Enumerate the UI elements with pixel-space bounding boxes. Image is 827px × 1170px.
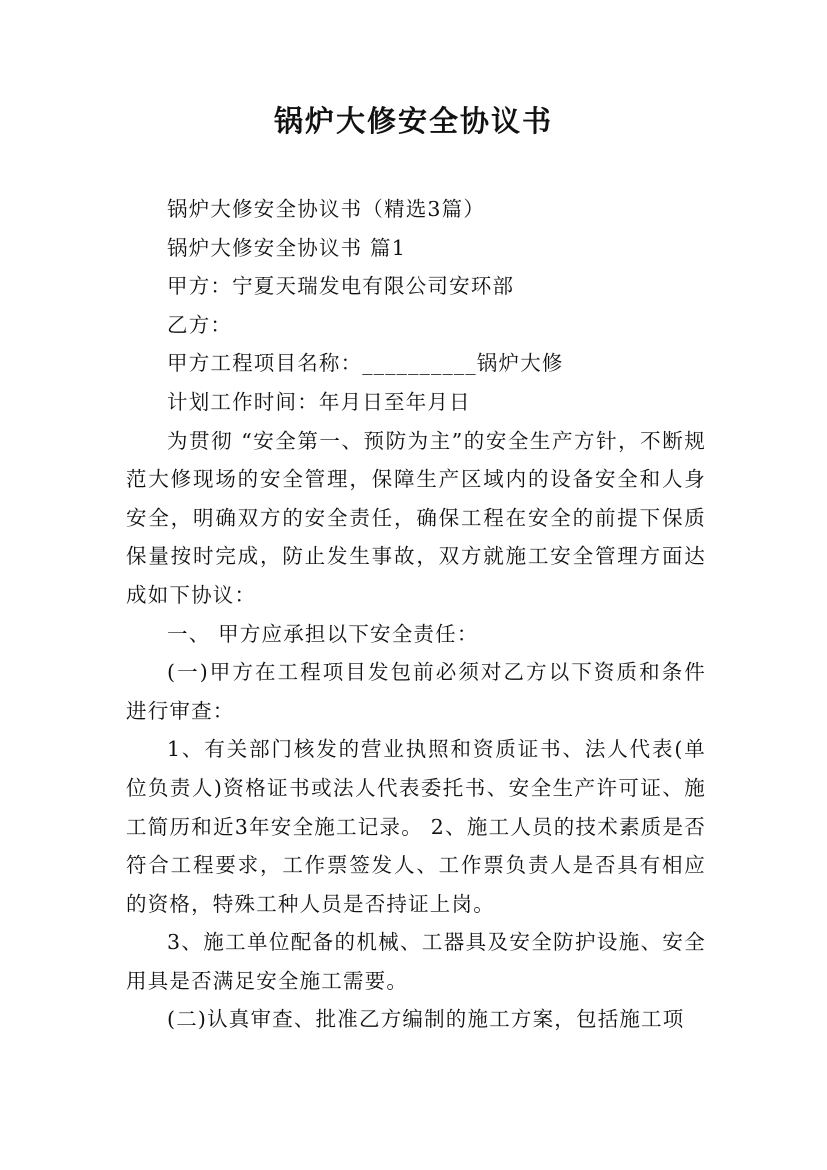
planned-time-line: 计划工作时间：年月日至年月日 <box>167 389 471 414</box>
subtitle-line: 锅炉大修安全协议书（精选3篇） <box>167 197 486 221</box>
clause-1-2-paragraph: (二)认真审查、批准乙方编制的施工方案，包括施工项 <box>167 1007 685 1032</box>
intro-paragraph: 为贯彻 “安全第一、预防为主”的安全生产方针，不断规范大修现场的安全管理，保障生产区域内的设备安全和人身安全，明确双方的安全责任，确保工程在安全的前提下保质保量按时完成，防止发生事故，双方就施工安全管理方面达成如下协议： <box>126 428 706 607</box>
clause-1-1-paragraph: (一)甲方在工程项目发包前必须对乙方以下资质和条件进行审查： <box>126 660 706 723</box>
clause-1-heading: 一、 甲方应承担以下安全责任： <box>167 621 479 646</box>
section-heading: 锅炉大修安全协议书 篇1 <box>167 235 406 260</box>
item-3-paragraph: 3、施工单位配备的机械、工器具及安全防护设施、安全用具是否满足安全施工需要。 <box>126 930 706 993</box>
document-title: 锅炉大修安全协议书 <box>273 104 553 138</box>
document-body <box>126 190 706 1039</box>
party-b-line: 乙方： <box>167 312 233 337</box>
project-name-line: 甲方工程项目名称：__________锅炉大修 <box>167 351 564 376</box>
party-a-line: 甲方：宁夏天瑞发电有限公司安环部 <box>167 274 515 299</box>
items-1-2-paragraph: 1、有关部门核发的营业执照和资质证书、法人代表(单位负责人)资格证书或法人代表委托书、安全生产许可证、施工简历和近3年安全施工记录。 2、施工人员的技术素质是否符合工程要求，工作票签发人、工作票负责人是否具有相应的资格，特殊工种人员是否持证上岗。 <box>126 737 706 916</box>
